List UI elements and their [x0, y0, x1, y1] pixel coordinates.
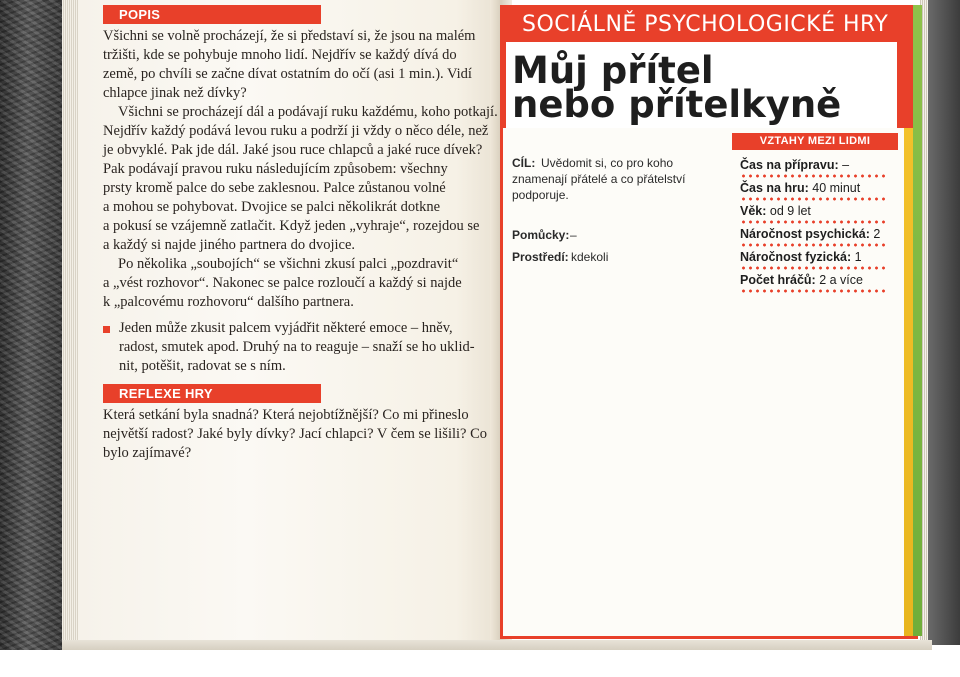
aids-value: – — [570, 228, 577, 242]
reflexe-line: největší radost? Jaké byly dívky? Jací chlapci? V čem se lišili? Co — [103, 426, 488, 442]
book-binding-left — [0, 0, 62, 650]
popis-line: je obvyklé. Pak jde dál. Jaké jsou ruce chlapců a jaké ruce dívek? — [103, 142, 483, 158]
info-label: Počet hráčů: — [740, 273, 816, 287]
bullet-line: Jeden může zkusit palcem vyjádřit některé emoce – hněv, — [119, 320, 453, 336]
book-binding-right — [928, 0, 960, 645]
info-game-time — [740, 180, 860, 196]
info-value: 2 a více — [819, 273, 863, 287]
info-prep-time — [740, 157, 849, 173]
goal-label: CÍL: — [512, 156, 536, 170]
dotted-divider — [740, 289, 885, 293]
popis-line: země, po chvíli se začne dívat ostatním do očí (asi 1 min.). Vidí — [103, 66, 472, 82]
side-tab-green — [913, 5, 922, 636]
info-player-count — [740, 272, 863, 288]
reflexe-line: bylo zajímavé? — [103, 445, 192, 461]
category-label: VZTAHY MEZI LIDMI — [732, 133, 898, 150]
info-value: 2 — [873, 227, 881, 241]
game-title-line-1: Můj přítel — [512, 49, 714, 92]
scan-margin — [0, 650, 960, 677]
popis-line: Všichni se volně procházejí, že si představí si, že jsou na malém — [103, 28, 476, 44]
dotted-divider — [740, 266, 885, 270]
bullet-line: radost, smutek apod. Druhý na to reaguje – snaží se ho uklid- — [119, 339, 475, 355]
popis-line: a každý si najde jiného partnera do dvojice. — [103, 237, 356, 253]
popis-line: Nejdřív každý podává levou ruku a podrží ji vždy o něco déle, než — [103, 123, 489, 139]
side-tab-yellow — [904, 128, 913, 636]
aids-label: Pomůcky: — [512, 228, 570, 242]
goal-text-cont: podporuje. — [512, 188, 569, 202]
popis-line: k „palcovému rozhovoru“ dalšího partnera. — [103, 294, 354, 310]
info-value: od 9 let — [769, 204, 811, 218]
popis-line: tržišti, kde se pohybuje mnoho lidí. Nejdřív se každý dívá do — [103, 47, 457, 63]
info-label: Věk: — [740, 204, 767, 218]
popis-line: Pak podávají pravou ruku následujícím způsobem: všechny — [103, 161, 448, 177]
environment-label: Prostředí: — [512, 250, 569, 264]
info-age — [740, 203, 811, 219]
info-label: Náročnost psychická: — [740, 227, 870, 241]
dotted-divider — [740, 220, 885, 224]
series-banner: SOCIÁLNĚ PSYCHOLOGICKÉ HRY — [522, 12, 889, 37]
popis-line: a „vést rozhovor“. Nakonec se palce rozloučí a každý si najde — [103, 275, 462, 291]
reflexe-heading: REFLEXE HRY — [103, 384, 321, 403]
dotted-divider — [740, 197, 885, 201]
popis-line: a pokusí se vzájemně zatlačit. Když jeden „vyhraje“, rozejdou se — [103, 218, 480, 234]
environment-value: kdekoli — [571, 250, 609, 264]
info-label: Náročnost fyzická: — [740, 250, 852, 264]
info-label: Čas na hru: — [740, 181, 809, 195]
goal-text-cont: znamenají přátelé a co přátelství — [512, 172, 686, 186]
popis-line: Po několika „soubojích“ se všichni zkusí palci „pozdravit“ — [118, 256, 459, 272]
reflexe-line: Která setkání byla snadná? Která nejobtížnější? Co mi přineslo — [103, 407, 469, 423]
info-physical-difficulty — [740, 249, 862, 265]
game-info-panel — [503, 128, 904, 636]
dotted-divider — [740, 174, 885, 178]
info-label: Čas na přípravu: — [740, 158, 839, 172]
popis-line: prsty kromě palce do sebe zaklesnou. Palce zůstanou volné — [103, 180, 446, 196]
page-edges-left — [62, 0, 78, 648]
info-value: – — [842, 158, 850, 172]
info-psychic-difficulty — [740, 226, 880, 242]
popis-heading: POPIS — [103, 5, 321, 24]
info-value: 40 minut — [812, 181, 861, 195]
popis-line: a mohou se pohybovat. Dvojice se palci několikrát dotkne — [103, 199, 441, 215]
bullet-line: nit, potěšit, radovat se s ním. — [119, 358, 286, 374]
dotted-divider — [740, 243, 885, 247]
info-value: 1 — [854, 250, 862, 264]
goal-text: Uvědomit si, co pro koho — [541, 156, 674, 170]
popis-line: chlapce jinak než dívky? — [103, 85, 247, 101]
popis-line: Všichni se procházejí dál a podávají ruku každému, koho potkají. — [118, 104, 498, 120]
game-title-line-2: nebo přítelkyně — [512, 83, 842, 126]
bullet-square-icon — [103, 326, 110, 333]
